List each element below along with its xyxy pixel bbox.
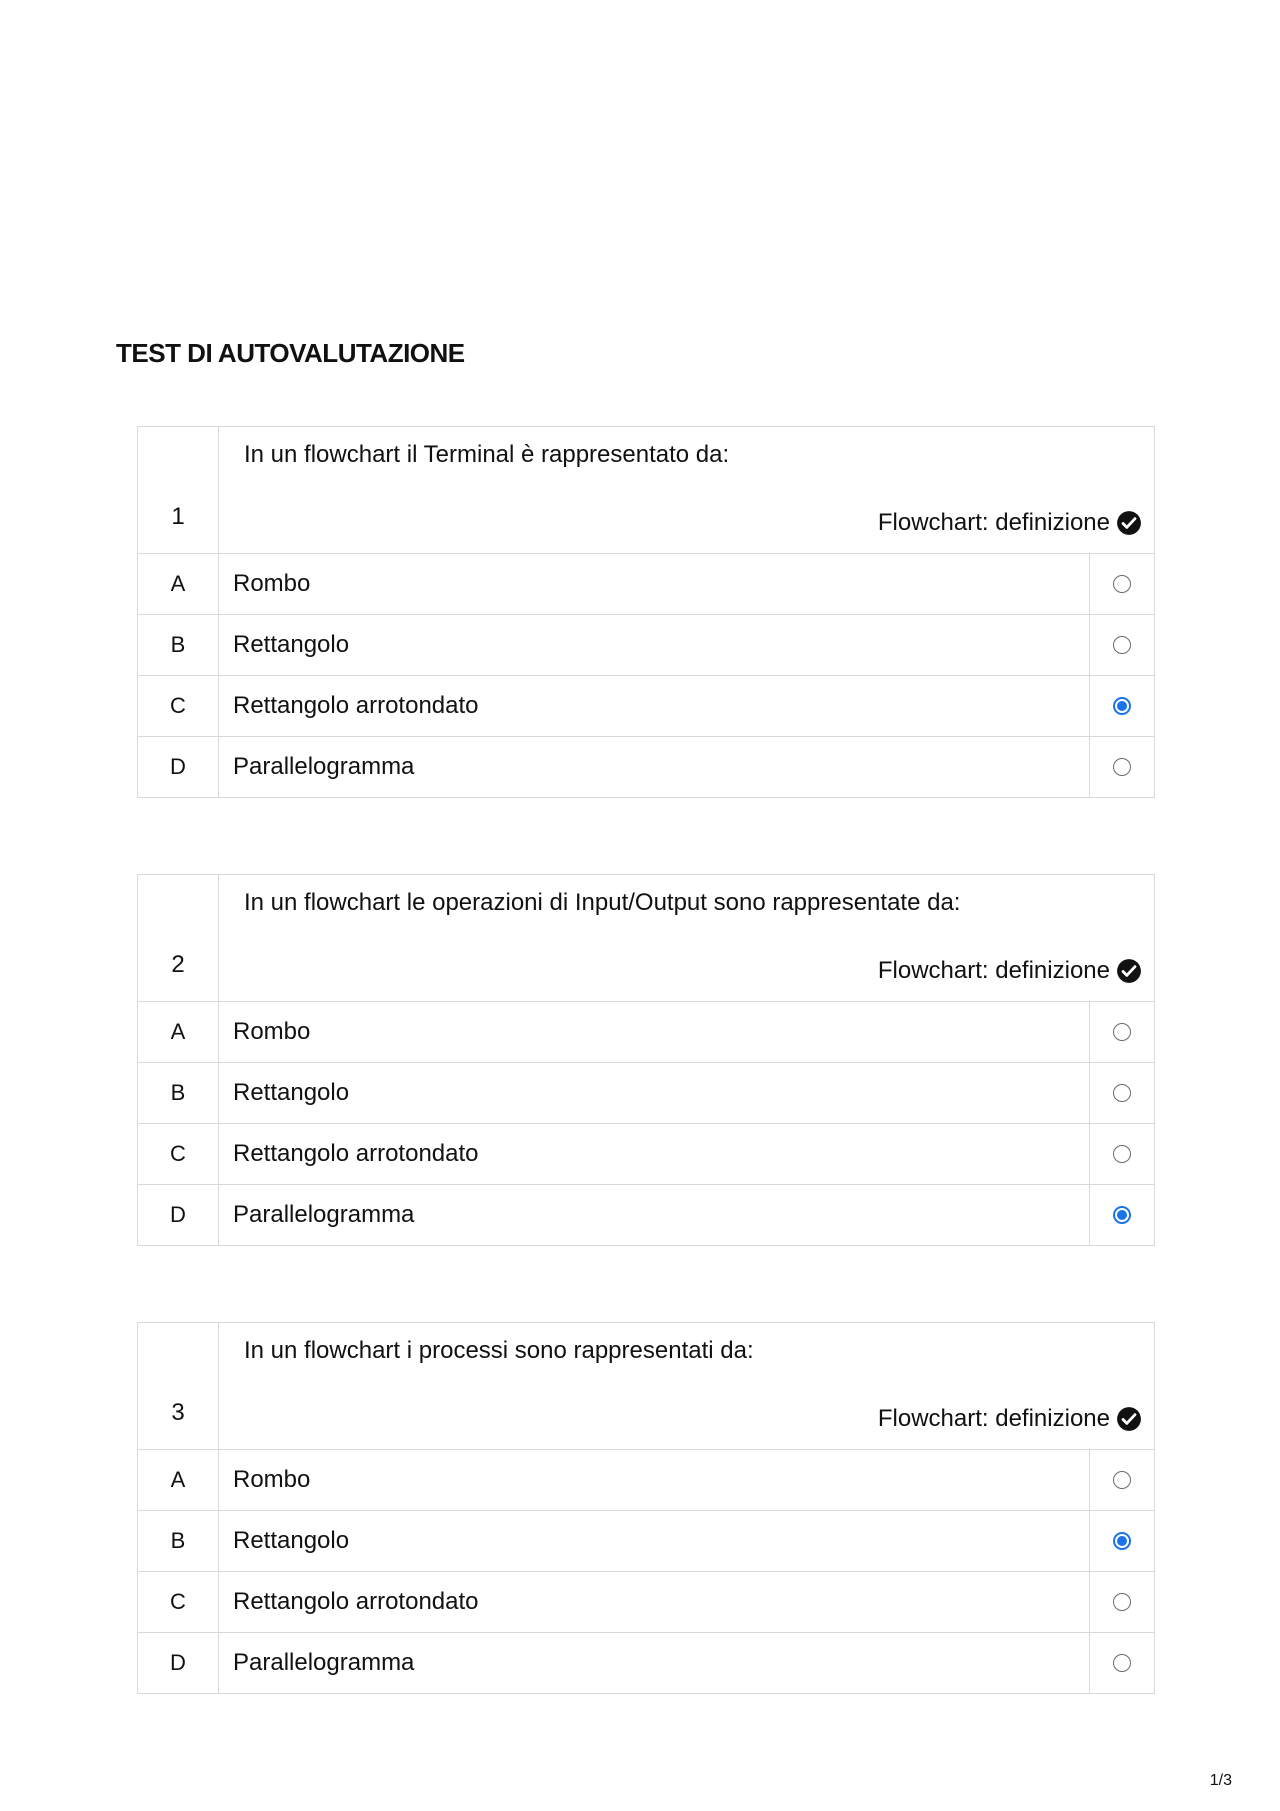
option-row[interactable] <box>138 1633 1154 1693</box>
option-row[interactable] <box>138 1002 1154 1063</box>
option-row[interactable] <box>138 1511 1154 1572</box>
option-radio[interactable] <box>1113 697 1131 715</box>
question-card-3 <box>137 1322 1155 1694</box>
question-text: In un flowchart le operazioni di Input/Output sono rappresentate da: <box>244 889 961 916</box>
option-text: Rombo <box>233 1466 311 1493</box>
option-row[interactable] <box>138 554 1154 615</box>
option-letter: B <box>138 1063 219 1123</box>
option-text: Parallelogramma <box>233 753 415 780</box>
option-text: Parallelogramma <box>233 1201 415 1228</box>
question-number: 2 <box>138 875 219 1001</box>
option-radio[interactable] <box>1113 636 1131 654</box>
option-radio[interactable] <box>1113 1593 1131 1611</box>
question-header <box>138 1323 1154 1450</box>
option-row[interactable] <box>138 1450 1154 1511</box>
check-circle-icon <box>1116 958 1142 984</box>
option-radio[interactable] <box>1113 1023 1131 1041</box>
option-radio[interactable] <box>1113 575 1131 593</box>
option-radio[interactable] <box>1113 1471 1131 1489</box>
check-circle-icon <box>1116 1406 1142 1432</box>
question-header <box>138 427 1154 554</box>
question-header <box>138 875 1154 1002</box>
topic-label: Flowchart: definizione <box>877 957 1110 984</box>
question-topic <box>878 957 1142 985</box>
option-row[interactable] <box>138 676 1154 737</box>
question-number: 1 <box>138 427 219 553</box>
option-letter: A <box>138 554 219 614</box>
option-row[interactable] <box>138 1063 1154 1124</box>
option-text: Parallelogramma <box>233 1649 415 1676</box>
option-text: Rombo <box>233 1018 311 1045</box>
option-row[interactable] <box>138 1185 1154 1245</box>
option-text: Rettangolo <box>233 631 350 658</box>
question-number: 3 <box>138 1323 219 1449</box>
option-letter: A <box>138 1002 219 1062</box>
option-radio[interactable] <box>1113 758 1131 776</box>
option-letter: D <box>138 1633 219 1693</box>
question-card-2 <box>137 874 1155 1246</box>
option-radio[interactable] <box>1113 1145 1131 1163</box>
option-radio[interactable] <box>1113 1532 1131 1550</box>
topic-label: Flowchart: definizione <box>877 1405 1110 1432</box>
option-row[interactable] <box>138 1572 1154 1633</box>
topic-label: Flowchart: definizione <box>877 509 1110 536</box>
option-letter: A <box>138 1450 219 1510</box>
page-title: TEST DI AUTOVALUTAZIONE <box>116 338 465 368</box>
option-row[interactable] <box>138 615 1154 676</box>
option-letter: C <box>138 1572 219 1632</box>
option-row[interactable] <box>138 1124 1154 1185</box>
option-radio[interactable] <box>1113 1206 1131 1224</box>
option-text: Rettangolo <box>233 1079 350 1106</box>
option-letter: C <box>138 1124 219 1184</box>
option-radio[interactable] <box>1113 1084 1131 1102</box>
option-letter: C <box>138 676 219 736</box>
question-text: In un flowchart i processi sono rappresentati da: <box>244 1337 754 1364</box>
option-text: Rettangolo arrotondato <box>233 692 479 719</box>
option-letter: B <box>138 1511 219 1571</box>
question-topic <box>878 1405 1142 1433</box>
option-text: Rombo <box>233 570 311 597</box>
check-circle-icon <box>1116 510 1142 536</box>
option-radio[interactable] <box>1113 1654 1131 1672</box>
question-card-1 <box>137 426 1155 798</box>
option-text: Rettangolo arrotondato <box>233 1588 479 1615</box>
option-text: Rettangolo <box>233 1527 350 1554</box>
option-text: Rettangolo arrotondato <box>233 1140 479 1167</box>
option-letter: D <box>138 1185 219 1245</box>
option-letter: D <box>138 737 219 797</box>
page-number: 1/3 <box>1209 1772 1232 1789</box>
option-letter: B <box>138 615 219 675</box>
question-text: In un flowchart il Terminal è rappresentato da: <box>244 441 730 468</box>
option-row[interactable] <box>138 737 1154 797</box>
question-topic <box>878 509 1142 537</box>
